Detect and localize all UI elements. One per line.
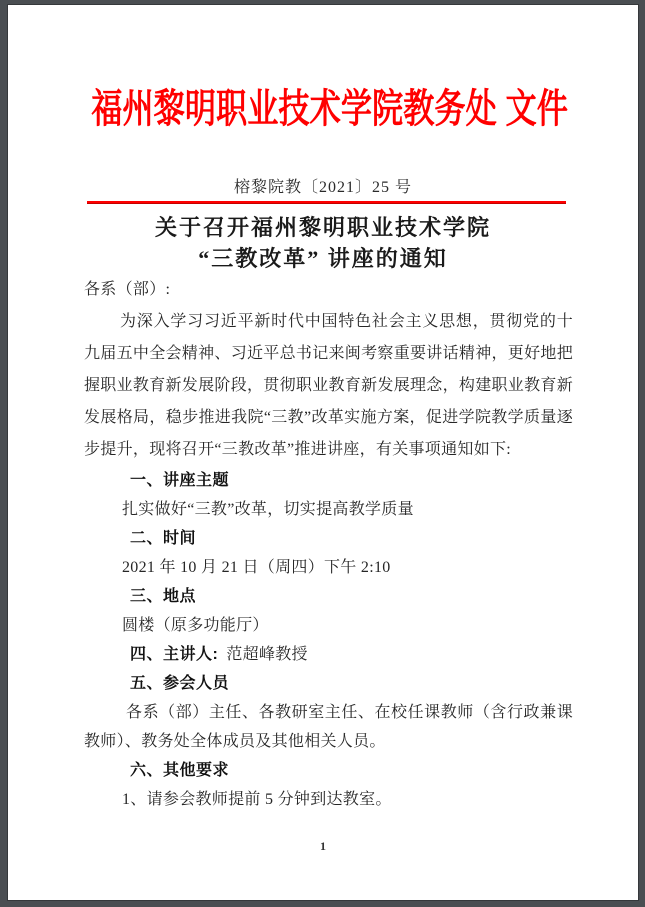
section-6-content: 1、请参会教师提前 5 分钟到达教室。 — [122, 791, 392, 808]
salutation: 各系（部）: — [84, 281, 171, 298]
section-1-heading: 一、讲座主题 — [130, 472, 230, 489]
page-number: 1 — [320, 839, 326, 853]
section-4-heading: 四、主讲人: — [130, 646, 219, 663]
section-5-content: 各系（部）主任、各教研室主任、在校任课教师（含行政兼课教师）、教务处全体成员及其他相关人员。 — [84, 704, 573, 750]
red-header-title-text: 福州黎明职业技术学院教务处 文件 — [91, 87, 569, 131]
section-2-heading: 二、时间 — [130, 530, 197, 547]
document-number: 榕黎院教〔2021〕25 号 — [233, 179, 412, 196]
section-2-content: 2021 年 10 月 21 日（周四）下午 2:10 — [122, 559, 391, 576]
section-3-content: 圆楼（原多功能厅） — [122, 617, 269, 634]
document-title-line1: 关于召开福州黎明职业技术学院 — [154, 215, 491, 240]
section-5-heading: 五、参会人员 — [130, 675, 230, 692]
document-body — [84, 274, 573, 814]
section-6-heading: 六、其他要求 — [130, 762, 230, 779]
section-4-line — [84, 640, 573, 669]
red-header-title — [8, 86, 638, 132]
intro-paragraph: 为深入学习习近平新时代中国特色社会主义思想，贯彻党的十九届五中全会精神、习近平总书记来闽考察重要讲话精神，更好地把握职业教育新发展阶段，贯彻职业教育新发展理念，构建职业教育新发展格局，稳步推进我院“三教”改革实施方案，促进学院教学质量逐步提升，现将召开“三教改革”推进讲座，有关事项通知如下: — [84, 313, 574, 458]
red-divider-line — [87, 201, 566, 204]
document-title — [8, 212, 638, 274]
document-title-line2: “三教改革” 讲座的通知 — [198, 246, 448, 271]
section-4-content: 范超峰教授 — [226, 646, 308, 663]
section-3-heading: 三、地点 — [130, 588, 197, 605]
document-page — [8, 5, 638, 900]
section-1-content: 扎实做好“三教”改革，切实提高教学质量 — [122, 501, 414, 518]
